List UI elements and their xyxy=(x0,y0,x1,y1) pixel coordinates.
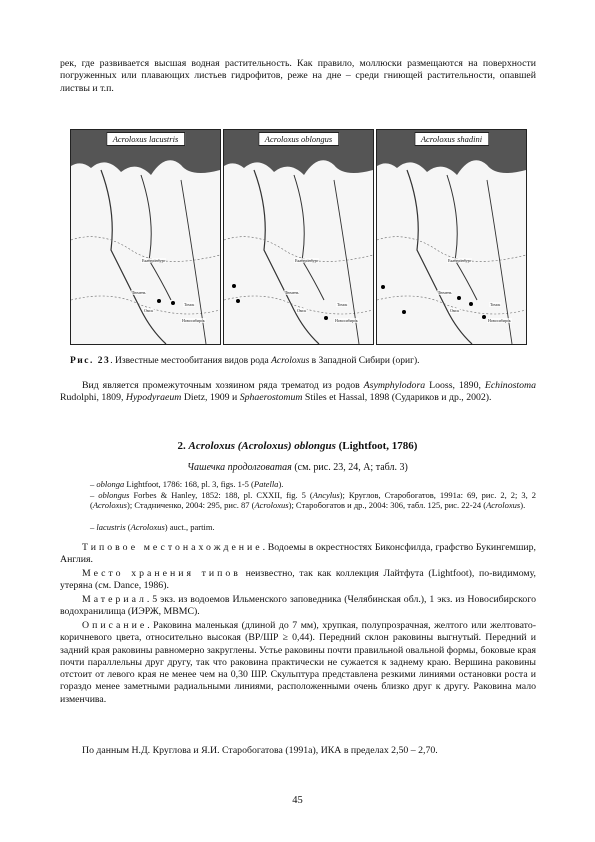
taxon-name: Sphaerostomum xyxy=(239,392,303,404)
city-label: Новосибирск xyxy=(488,318,511,323)
text: ); Круглов, Старобогатов, 1991a: 69, рис. 2, 2; 3, 2 ( xyxy=(90,490,536,511)
synonym-3 xyxy=(90,522,536,532)
synonym-1 xyxy=(90,479,536,489)
text: ). xyxy=(278,479,284,489)
text: . Раковина маленькая (длиной до 7 мм), хрупкая, полупрозрачная, желтого или желтовато-коричневого цвета, относительно высокая (ВР/ШР ≥ 0,44). Передний склон раковины выгнутый. Передний и задний края раковины равномерно закруглены. Устье раковины почти правильной овальной формы, боковые края почти параллельны друг другу, так что раковина практически не сужается к заднему краю. Вершина раковины отстоит от левого края не менее чем на 0,30 ШР. Скульптура представлена резкими линиями остановки роста и гораздо менее заметными радиальными линиями, расположенными очень близко друг к другу. Раковина мало изменчива. xyxy=(60,620,536,705)
locality-marker xyxy=(236,299,240,303)
locality-marker xyxy=(232,284,236,288)
text: ) auct., partim. xyxy=(164,522,215,532)
locality-marker xyxy=(171,301,175,305)
taxon-name: Acroloxus xyxy=(130,522,165,532)
locality-marker xyxy=(381,285,385,289)
caption-text: в Западной Сибири (ориг). xyxy=(309,356,420,366)
heading-number: 2. xyxy=(177,440,189,452)
synonym-2 xyxy=(90,490,536,511)
text: Rudolphi, 1809, xyxy=(60,392,126,404)
city-label: Новосибирск xyxy=(335,318,358,323)
city-label: Омск xyxy=(450,308,460,313)
figure-label: Рис. 23 xyxy=(70,356,111,366)
text: Вид является промежуточным хозяином ряда трематод из родов xyxy=(82,380,364,391)
taxon-name: Acroloxus xyxy=(486,500,521,511)
section-label: Типовое местонахождение xyxy=(82,542,263,553)
text: . 5 экз. из водоемов Ильменского заповедника (Челябинская обл.), 1 экз. из Новосибирского водохранилища (ИЭРЖ, МВМС). xyxy=(60,594,536,618)
section-label: Материал xyxy=(82,594,147,605)
city-label: Тюмень xyxy=(132,290,146,295)
species-name: Acroloxus (Acroloxus) oblongus xyxy=(188,440,336,452)
section-label: Место хранения типов xyxy=(82,568,241,579)
text: ); Стадниченко, 2004: 295, рис. 87 ( xyxy=(127,500,255,511)
species-heading xyxy=(0,440,595,452)
map-title: Acroloxus lacustris xyxy=(106,132,186,146)
locality-marker xyxy=(469,302,473,306)
city-label: Екатеринбург xyxy=(448,258,472,263)
taxon-name: oblonga xyxy=(96,479,125,489)
text: – xyxy=(90,479,97,489)
figure-caption xyxy=(70,356,530,366)
city-label: Екатеринбург xyxy=(142,258,166,263)
text: – xyxy=(90,522,97,532)
text: – xyxy=(90,490,99,500)
caption-text: . Известные местообитания видов рода xyxy=(110,356,272,366)
city-label: Томск xyxy=(184,302,195,307)
city-label: Омск xyxy=(297,308,307,313)
species-author: (Lightfoot, 1786) xyxy=(335,440,418,452)
text: Stiles et Hassal, 1898 (Судариков и др., 2002). xyxy=(302,392,492,404)
map-acroloxus-shadini xyxy=(376,129,527,345)
locality-marker xyxy=(457,296,461,300)
ika-paragraph: По данным Н.Д. Круглова и Я.И. Старобогатова (1991a), ИКА в пределах 2,50 – 2,70. xyxy=(82,745,438,756)
taxon-name: Acroloxus xyxy=(254,500,289,511)
map-title: Acroloxus oblongus xyxy=(258,132,339,146)
map-title: Acroloxus shadini xyxy=(414,132,489,146)
text: ); Старобогатов и др., 2004: 306, табл. 125, рис. 22-24 ( xyxy=(288,500,487,511)
text: ( xyxy=(125,522,131,532)
city-label: Томск xyxy=(337,302,348,307)
city-label: Томск xyxy=(490,302,501,307)
species-common-name xyxy=(0,462,595,473)
text: . Водоемы в окрестностях Биконсфилда, графство Букингемшир, Англия. xyxy=(60,542,536,566)
taxon-name: lacustris xyxy=(96,522,126,532)
locality-marker xyxy=(402,310,406,314)
taxon-name: Acroloxus xyxy=(92,500,127,511)
text: Forbes & Hanley, 1852: 188, pl. CXXII, fig. 5 ( xyxy=(129,490,313,500)
city-label: Тюмень xyxy=(438,290,452,295)
distribution-maps xyxy=(70,129,526,343)
page-number: 45 xyxy=(292,795,303,806)
type-storage-paragraph xyxy=(60,568,536,593)
description-paragraph xyxy=(60,620,536,706)
text: неизвестно, так как коллекция Лайтфута (Lightfoot), по-видимому, утеряна (см. Dance, 1986). xyxy=(60,568,536,592)
map-acroloxus-oblongus xyxy=(223,129,374,345)
city-label: Тюмень xyxy=(285,290,299,295)
text: Lightfoot, 1786: 168, pl. 3, figs. 1-5 ( xyxy=(124,479,254,489)
section-label: Описание xyxy=(82,620,148,631)
city-label: Екатеринбург xyxy=(295,258,319,263)
map-acroloxus-lacustris xyxy=(70,129,221,345)
text: Looss, 1890, xyxy=(425,380,485,391)
figure-reference: (см. рис. 23, 24, А; табл. 3) xyxy=(291,462,408,473)
host-paragraph xyxy=(60,380,536,405)
locality-marker xyxy=(324,316,328,320)
taxon-name: Hypodyraeum xyxy=(125,392,182,404)
city-label: Омск xyxy=(144,308,154,313)
taxon-name: Echinostoma xyxy=(484,380,536,391)
text: Dietz, 1909 и xyxy=(181,392,240,404)
intro-paragraph: рек, где развивается высшая водная растительность. Как правило, моллюски размещаются на поверхности погруженных или плавающих листьев гидрофитов, реже на дне – среди гниющей растительности, опавшей листвы и т.п. xyxy=(60,58,536,94)
common-name: Чашечка продолговатая xyxy=(187,462,292,473)
locality-marker xyxy=(157,299,161,303)
city-label: Новосибирск xyxy=(182,318,205,323)
taxon-name: Asymphylodora xyxy=(363,380,426,391)
caption-genus: Acroloxus xyxy=(271,356,310,366)
material-paragraph xyxy=(60,594,536,619)
locality-marker xyxy=(482,315,486,319)
type-locality-paragraph xyxy=(60,542,536,567)
taxon-name: Patella xyxy=(253,479,279,489)
taxon-name: Ancylus xyxy=(312,490,340,500)
taxon-name: oblongus xyxy=(98,490,130,500)
text: ). xyxy=(520,500,526,511)
